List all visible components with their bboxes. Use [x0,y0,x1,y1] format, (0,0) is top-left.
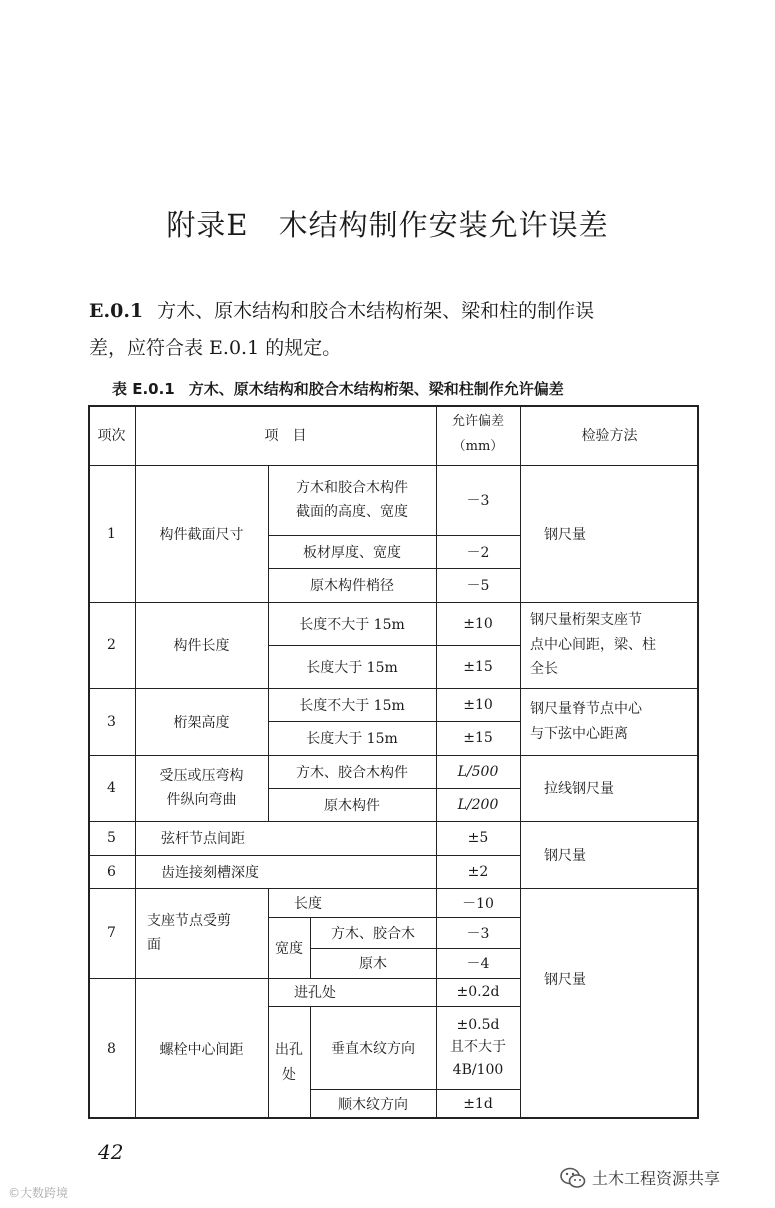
row5-item: 弦杆节点间距 [161,831,245,847]
row1-sub1: 方木和胶合木构件 截面的高度、宽度 [296,479,408,520]
row1-val3: －5 [466,578,490,594]
row1-sub2: 板材厚度、宽度 [303,544,401,561]
row6-item: 齿连接刻槽深度 [161,864,259,881]
row5-val: ±5 [467,830,489,846]
row7-no: 7 [107,925,116,941]
wechat-icon [560,1167,586,1189]
row4-method: 拉线钢尺量 [544,781,614,797]
row4-val1: L/500 [457,763,499,780]
row8-no: 8 [107,1040,116,1057]
row3-val2: ±15 [463,730,493,746]
row5-no: 5 [107,830,116,846]
row6-val: ±2 [467,863,489,880]
row8-sub-out2: 顺木纹方向 [338,1097,408,1113]
page-number: 42 [98,1140,124,1164]
row3-sub1: 长度不大于 15m [299,697,405,714]
row1-no: 1 [107,525,116,542]
row8-item: 螺栓中心间距 [159,1041,244,1058]
row4-sub2: 原木构件 [324,797,380,814]
header-tolerance: 允许偏差 （mm） [451,414,504,454]
row1-sub3: 原木构件梢径 [310,578,394,594]
row7-sub-width: 宽度 [275,940,303,957]
table-caption-number: 表 E.0.1 [112,380,175,398]
row7-val-length: －10 [462,895,494,912]
row8-sub-in: 进孔处 [294,985,336,1001]
row4-sub1: 方木、胶合木构件 [296,764,408,781]
clause-number: E.0.1 [89,300,144,322]
clause-line1-text: 方木、原木结构和胶合木结构桁架、梁和柱的制作误 [157,300,595,322]
row6-no: 6 [107,863,116,880]
table-caption [112,378,564,399]
tolerance-table [88,405,699,1119]
row56-method: 钢尺量 [544,847,586,864]
row3-val1: ±10 [463,696,493,713]
row78-method: 钢尺量 [544,971,586,988]
clause-text-line2: 差，应符合表 E.0.1 的规定。 [89,337,342,359]
row8-val-in: ±0.2d [456,984,500,1000]
clause-text-line1 [89,296,594,323]
row3-no: 3 [107,713,116,730]
row4-item: 受压或压弯构 件纵向弯曲 [159,767,244,808]
row1-val1: －3 [466,493,490,509]
row2-sub2: 长度大于 15m [306,659,398,676]
row1-method: 钢尺量 [544,526,586,543]
row2-val2: ±15 [463,658,493,675]
row7-sub-length: 长度 [294,895,322,912]
row4-val2: L/200 [457,796,499,813]
row7-sub-width2: 原木 [359,956,387,972]
footer-source-text: 土木工程资源共享 [592,1169,721,1188]
header-method: 检验方法 [581,428,638,444]
row7-item: 支座节点受剪 面 [147,912,231,953]
row2-item: 构件长度 [173,638,230,654]
header-item: 项 目 [264,428,307,444]
row7-val-width1: －3 [466,925,490,942]
row1-item: 构件截面尺寸 [159,526,244,543]
row8-sub-out: 出孔 处 [275,1042,303,1083]
row2-val1: ±10 [463,615,493,632]
row3-item: 桁架高度 [173,714,230,731]
row7-sub-width1: 方木、胶合木 [331,925,415,942]
row1-val2: －2 [466,544,490,561]
footer-watermark: ©大数跨境 [8,1186,69,1200]
header-no: 项次 [97,428,126,444]
footer-source [560,1166,720,1189]
table-caption-text: 方木、原木结构和胶合木结构桁架、梁和柱制作允许偏差 [188,380,564,398]
row2-sub1: 长度不大于 15m [299,616,405,633]
row3-method: 钢尺量脊节点中心 与下弦中心距离 [530,701,642,742]
row4-no: 4 [107,780,116,796]
row3-sub2: 长度大于 15m [306,731,398,747]
row7-val-width2: －4 [466,956,490,972]
row2-no: 2 [107,637,116,653]
row2-method: 钢尺量桁架支座节 点中心间距，梁、柱 全长 [530,612,656,678]
row8-val-out2: ±1d [463,1096,493,1112]
appendix-title: 附录E 木结构制作安装允许误差 [166,208,609,242]
row8-sub-out1: 垂直木纹方向 [331,1040,415,1057]
row8-val-out1: ±0.5d 且不大于 4B/100 [450,1016,506,1078]
